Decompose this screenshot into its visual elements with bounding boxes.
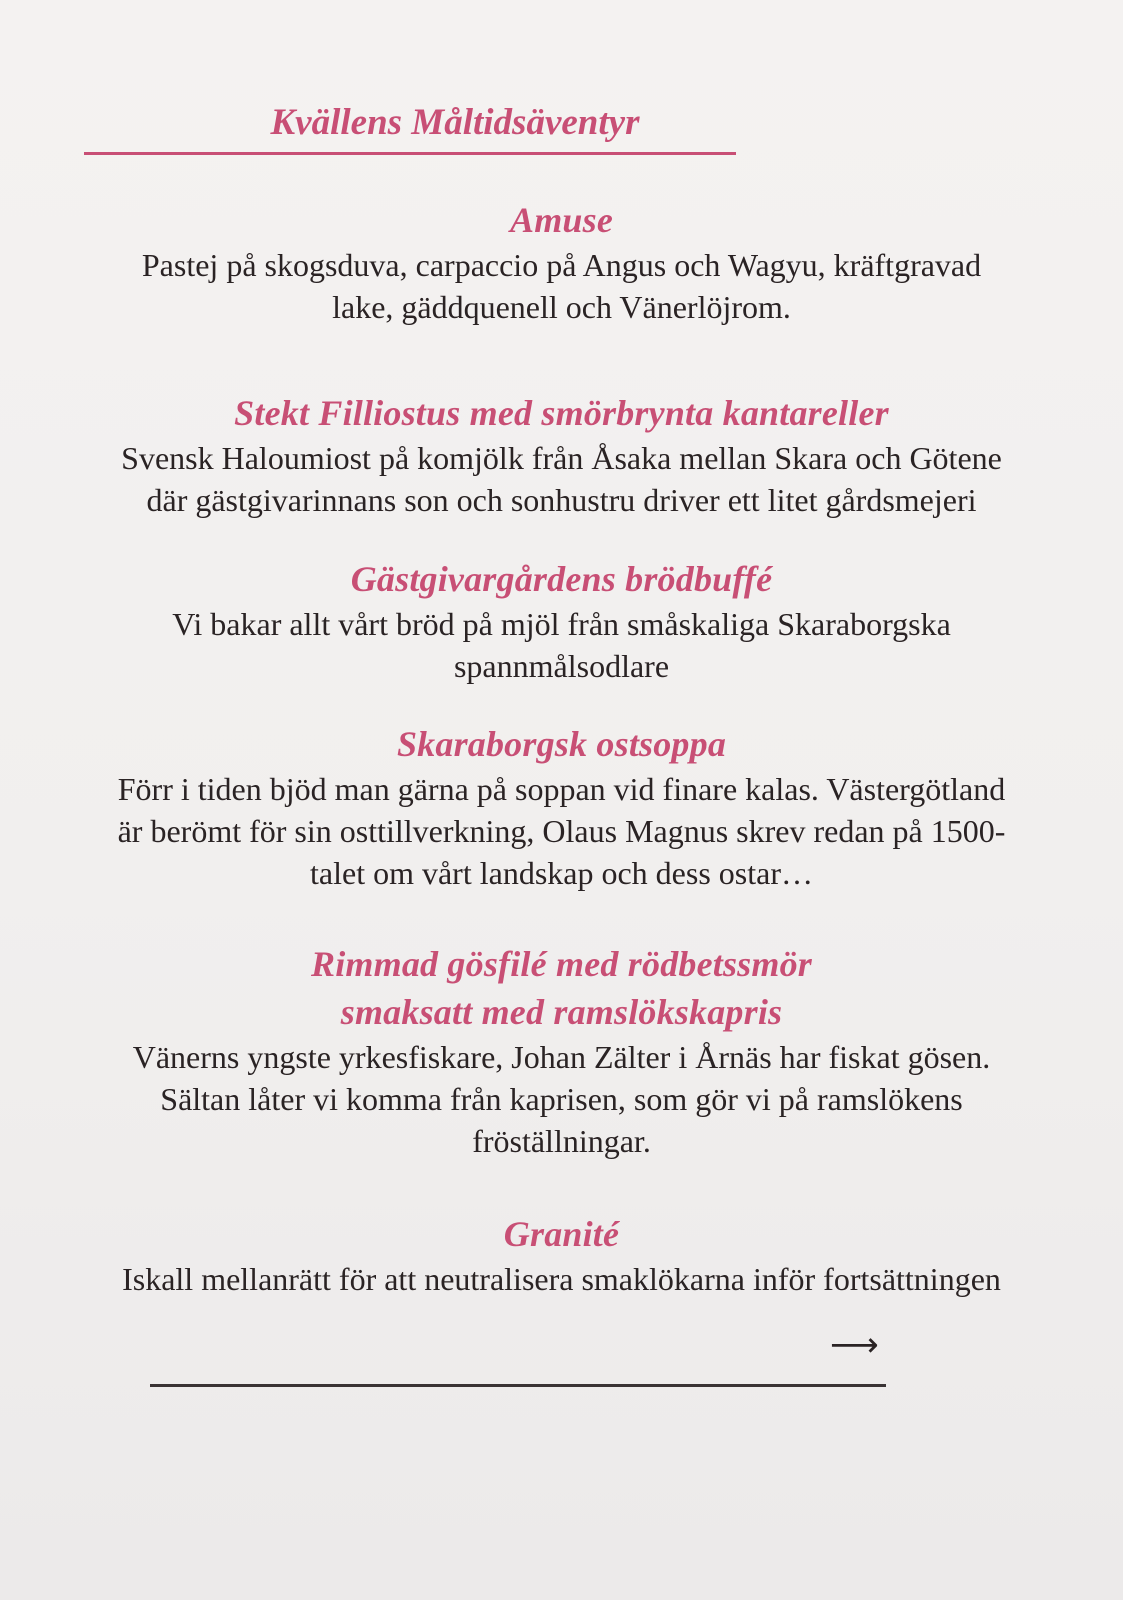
course-description: Svensk Haloumiost på komjölk från Åsaka mellan Skara och Götene där gästgivarinnans son och sonhustru driver ett litet gårdsmejeri xyxy=(121,440,1002,518)
course-description: Vi bakar allt vårt bröd på mjöl från småskaliga Skaraborgska spannmålsodlare xyxy=(172,606,951,684)
course-description: Iskall mellanrätt för att neutralisera smaklökarna inför fortsättningen xyxy=(122,1261,1001,1297)
course-title: Gästgivargårdens brödbuffé xyxy=(350,559,773,599)
bottom-divider xyxy=(150,1384,886,1387)
course-description: Pastej på skogsduva, carpaccio på Angus och Wagyu, kräftgravad lake, gäddquenell och Vänerlöjrom. xyxy=(141,247,982,325)
course-ostsoppa xyxy=(0,720,1123,894)
course-filliostus xyxy=(0,389,1123,521)
title-underline xyxy=(84,152,736,155)
course-description: Vänerns yngste yrkesfiskare, Johan Zälter i Årnäs har fiskat gösen. Sältan låter vi komma från kaprisen, som gör vi på ramslökens fröställningar. xyxy=(132,1039,991,1159)
course-title: Granité xyxy=(503,1214,620,1254)
course-brodbuffe xyxy=(0,555,1123,687)
course-title: Amuse xyxy=(509,200,614,240)
course-title: Rimmad gösfilé med rödbetssmör smaksatt med ramslökskapris xyxy=(311,944,812,1032)
course-amuse xyxy=(0,196,1123,328)
arrow-right-icon: ⟶ xyxy=(830,1325,879,1365)
menu-title: Kvällens Måltidsäventyr xyxy=(270,102,640,143)
course-title: Stekt Filliostus med smörbrynta kantareller xyxy=(234,393,889,433)
course-granite xyxy=(0,1210,1123,1300)
course-title: Skaraborgsk ostsoppa xyxy=(396,724,727,764)
course-gosfile xyxy=(0,940,1123,1162)
course-description: Förr i tiden bjöd man gärna på soppan vid finare kalas. Västergötland är berömt för sin osttillverkning, Olaus Magnus skrev redan på 1500- talet om vårt landskap och dess ostar… xyxy=(117,771,1006,891)
